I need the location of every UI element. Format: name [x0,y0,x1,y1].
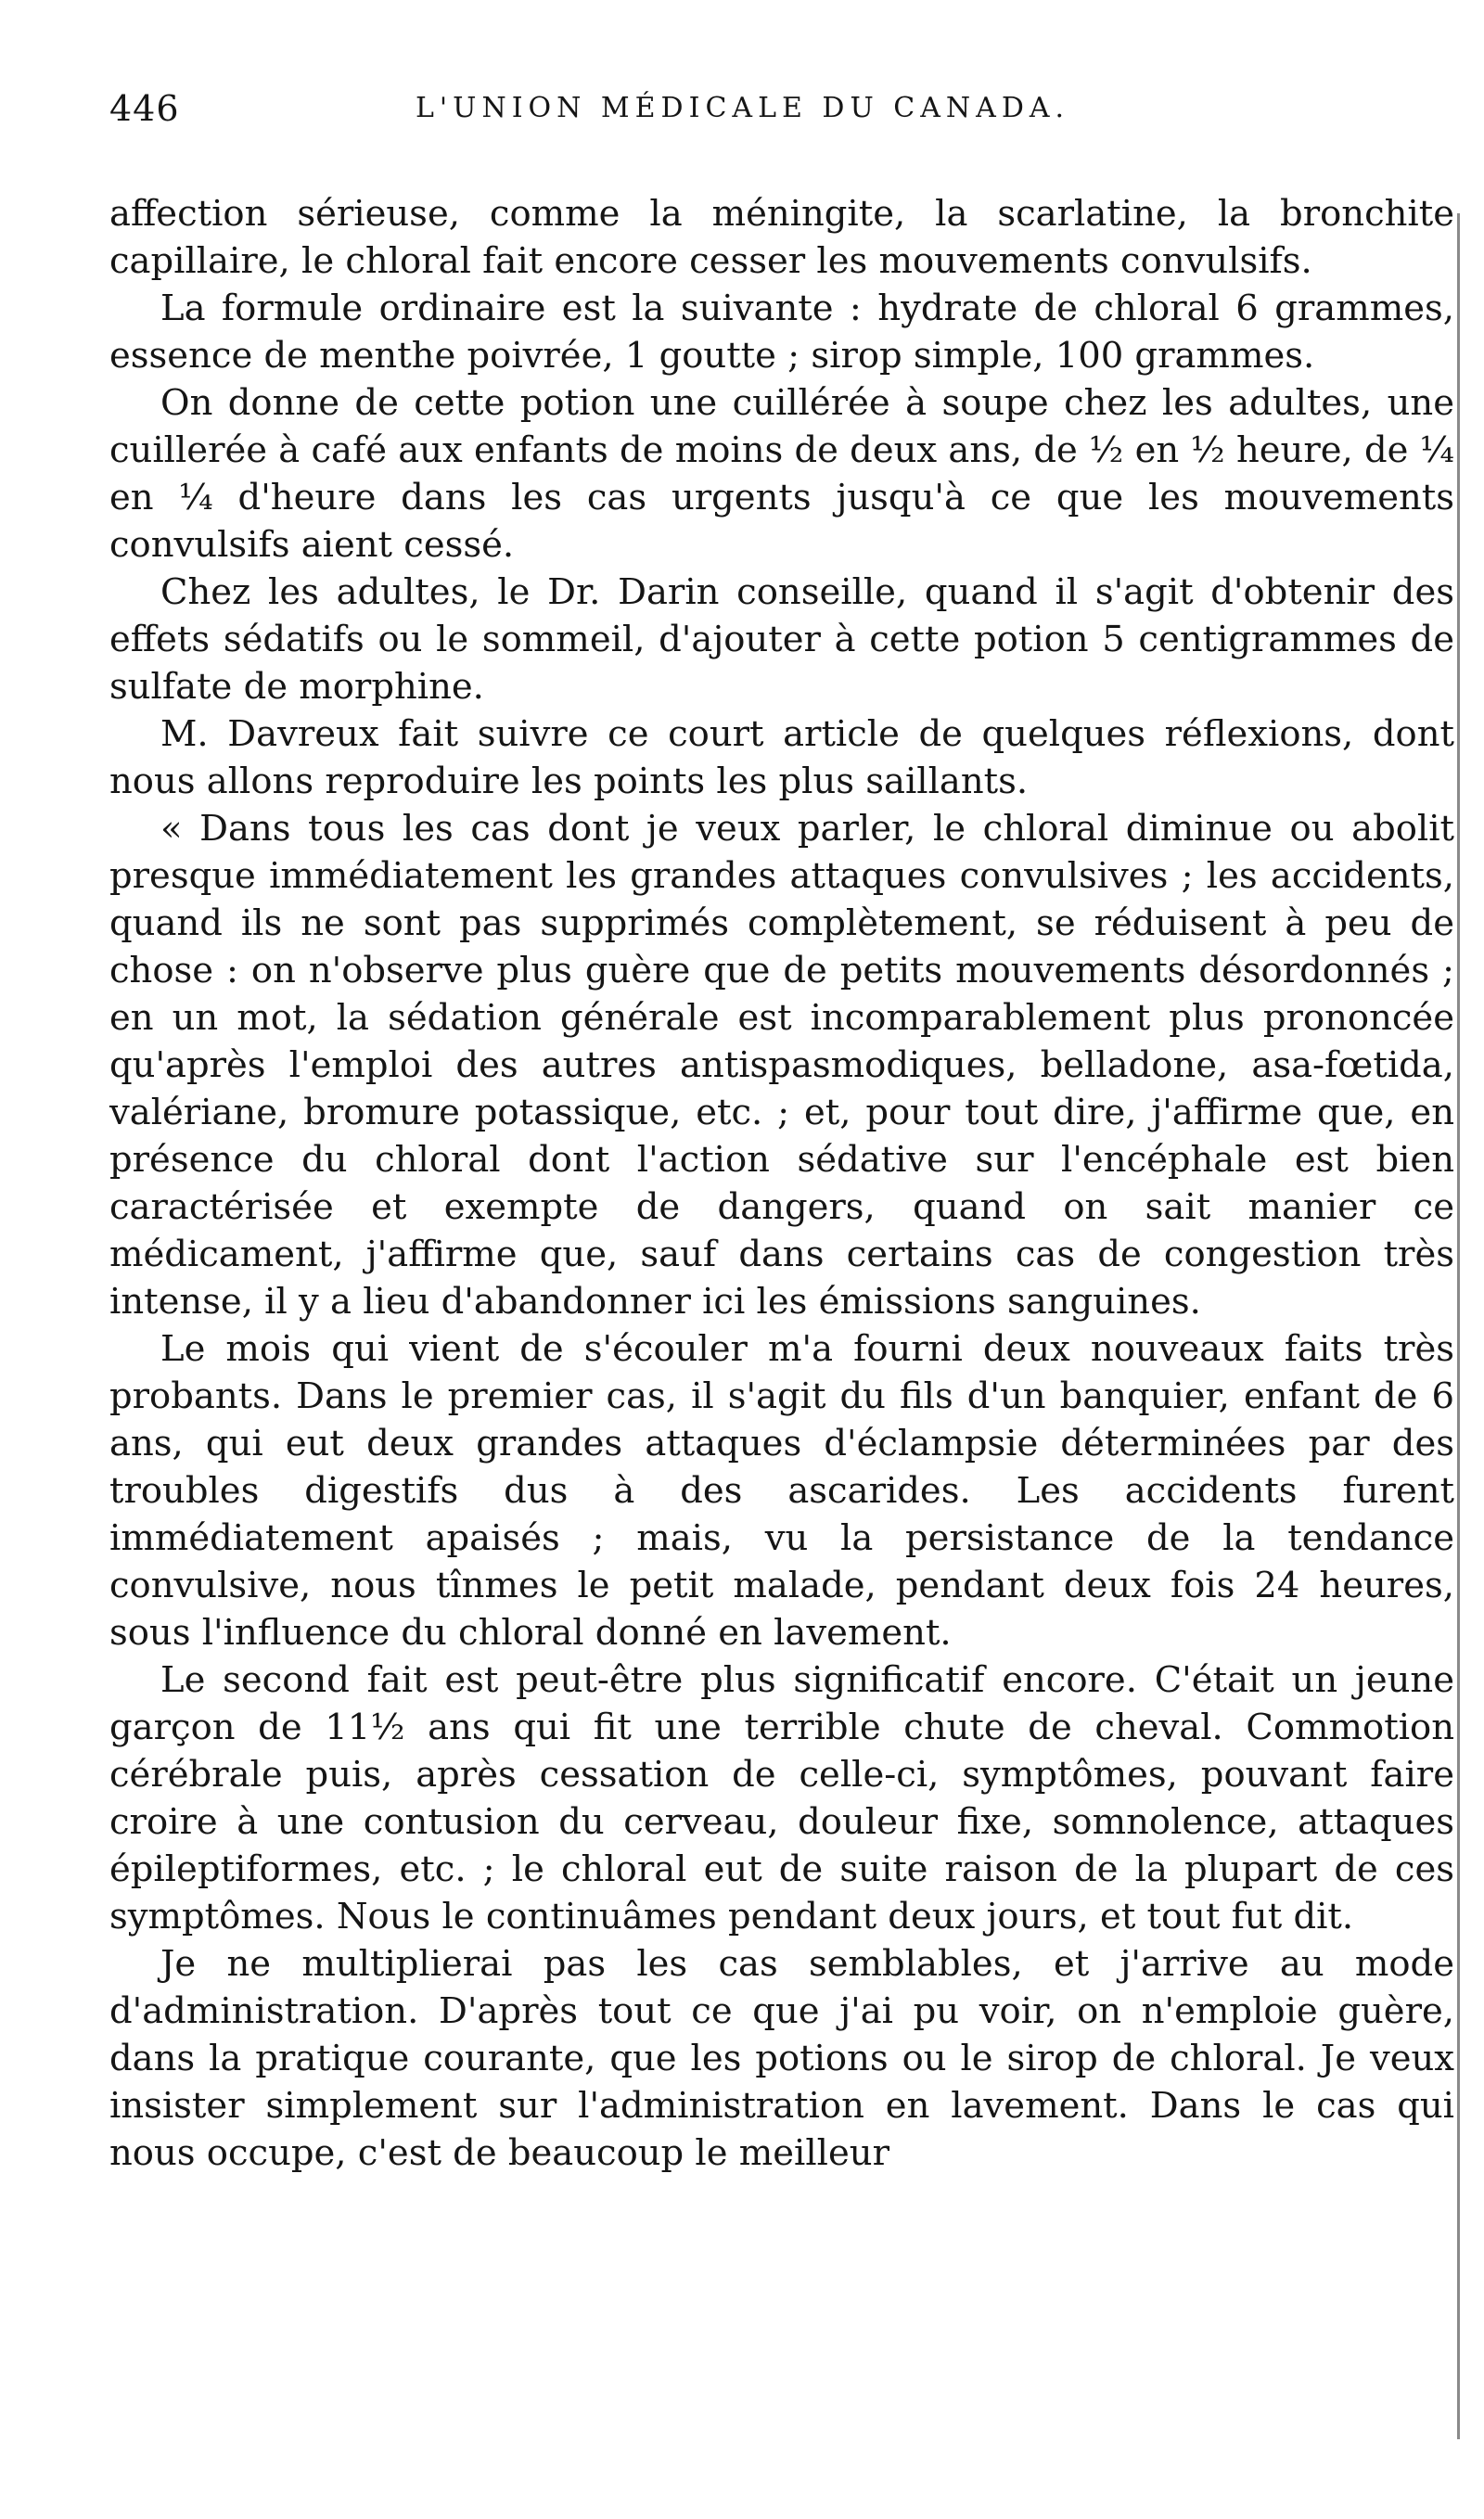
body-text [109,190,1454,2177]
paragraph-administration: Je ne multiplierai pas les cas semblables, et j'arrive au mode d'administration. D'après tout ce que j'ai pu voir, on n'emploie guère, dans la pratique courante, que les potions ou le sirop de chloral. Je veux insister simplement sur l'administration en lavement. Dans le cas qui nous occupe, c'est de beaucoup le meilleur [109,1943,1454,2174]
book-page [109,88,1454,2177]
page-edge-rule [1457,213,1460,2439]
journal-title: L'UNION MÉDICALE DU CANADA. [416,92,1070,124]
paragraph-first-case: Le mois qui vient de s'écouler m'a fourni deux nouveaux faits très probants. Dans le premier cas, il s'agit du fils d'un banquier, enfant de 6 ans, qui eut deux grandes attaques d'éclampsie déterminées par des troubles digestifs dus à des ascarides. Les accidents furent immédiatement apaisés ; mais, vu la persistance de la tendance convulsive, nous tînmes le petit malade, pendant deux fois 24 heures, sous l'influence du chloral donné en lavement. [109,1328,1454,1654]
paragraph-second-case: Le second fait est peut-être plus significatif encore. C'était un jeune garçon de 11½ ans qui fit une terrible chute de cheval. Commotion cérébrale puis, après cessation de celle-ci, symptômes, pouvant faire croire à une contusion du cerveau, douleur fixe, somnolence, attaques épileptiformes, etc. ; le chloral eut de suite raison de la plupart de ces symptômes. Nous le continuâmes pendant deux jours, et tout fut dit. [109,1659,1454,1937]
paragraph-formula: La formule ordinaire est la suivante : hydrate de chloral 6 grammes, essence de menthe poivrée, 1 goutte ; sirop simple, 100 grammes. [109,288,1454,377]
page-number: 446 [109,88,180,129]
paragraph-continuation: affection sérieuse, comme la méningite, la scarlatine, la bronchite capillaire, le chloral fait encore cesser les mouvements convulsifs. [109,193,1454,282]
paragraph-adults: Chez les adultes, le Dr. Darin conseille, quand il s'agit d'obtenir des effets sédatifs ou le sommeil, d'ajouter à cette potion 5 centigrammes de sulfate de morphine. [109,571,1454,708]
paragraph-dosage: On donne de cette potion une cuillérée à soupe chez les adultes, une cuillerée à café aux enfants de moins de deux ans, de ½ en ½ heure, de ¼ en ¼ d'heure dans les cas urgents jusqu'à ce que les mouvements convulsifs aient cessé. [109,382,1454,566]
paragraph-davreux: M. Davreux fait suivre ce court article de quelques réflexions, dont nous allons reproduire les points les plus saillants. [109,713,1454,802]
paragraph-quote: « Dans tous les cas dont je veux parler, le chloral diminue ou abolit presque immédiatement les grandes attaques convulsives ; les accidents, quand ils ne sont pas supprimés complètement, se réduisent à peu de chose : on n'observe plus guère que de petits mouvements désordonnés ; en un mot, la sédation générale est incomparablement plus prononcée qu'après l'emploi des autres antispasmodiques, belladone, asa-fœtida, valériane, bromure potassique, etc. ; et, pour tout dire, j'affirme que, en présence du chloral dont l'action sédative sur l'encéphale est bien caractérisée et exempte de dangers, quand on sait manier ce médicament, j'affirme que, sauf dans certains cas de congestion très intense, il y a lieu d'abandonner ici les émissions sanguines. [109,808,1454,1323]
running-head [109,88,1454,144]
